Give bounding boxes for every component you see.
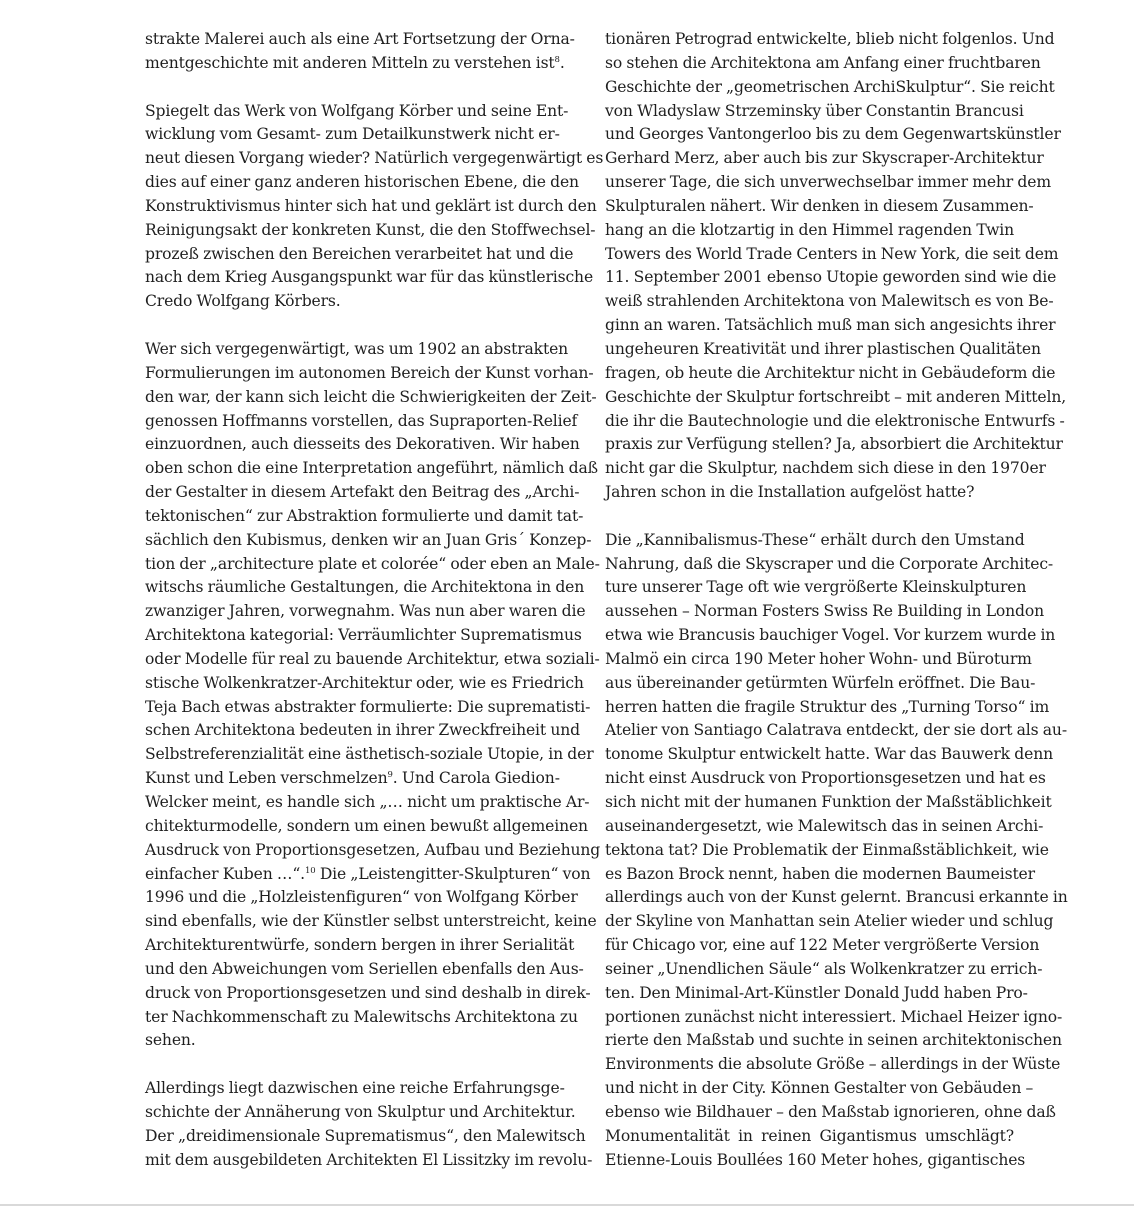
footnote-marker: 9: [387, 770, 393, 781]
text-fragment: . Und Carola Giedion-: [392, 769, 560, 788]
text-line: es Bazon Brock nennt, haben die modernen Baumeister: [605, 864, 1035, 883]
text-line: herren hatten die fragile Struktur des „Turning Torso“ im: [605, 697, 1050, 716]
text-line: Formulierungen im autonomen Bereich der Kunst vorhan-: [145, 363, 594, 382]
text-fragment: .: [559, 53, 565, 72]
text-line: auseinandergesetzt, wie Malewitsch das in seinen Archi-: [605, 816, 1044, 835]
text-line: prozeß zwischen den Bereichen verarbeitet hat und die: [145, 244, 574, 263]
text-line: Etienne-Louis Boullées 160 Meter hohes, gigantisches: [605, 1150, 1026, 1169]
text-line: Malmö ein circa 190 Meter hoher Wohn- und Büroturm: [605, 649, 1032, 668]
text-line: Geschichte der Skulptur fortschreibt – mit anderen Mitteln,: [605, 387, 1067, 406]
text-line: Environments die absolute Größe – allerdings in der Wüste: [605, 1055, 1061, 1074]
text-line: die ihr die Bautechnologie und die elektronische Entwurfs -: [605, 411, 1065, 430]
text-line: aus übereinander getürmten Würfeln eröffnet. Die Bau-: [605, 673, 1036, 692]
text-line: aussehen – Norman Fosters Swiss Re Building in London: [605, 602, 1045, 621]
text-line: 1996 und die „Holzleistenfiguren“ von Wolfgang Körber: [145, 888, 578, 907]
text-line: Atelier von Santiago Calatrava entdeckt, der sie dort als au-: [605, 721, 1067, 740]
text-line: ter Nachkommenschaft zu Malewitschs Architektona zu: [145, 1007, 578, 1026]
text-line: schen Architektona bedeuten in ihrer Zweckfreiheit und: [145, 721, 580, 740]
text-line: Teja Bach etwas abstrakter formulierte: Die suprematisti-: [145, 697, 591, 716]
text-line: Wer sich vergegenwärtigt, was um 1902 an abstrakten: [145, 339, 569, 358]
footnote-marker: 10: [304, 865, 316, 876]
text-line: Monumentalität in reinen Gigantismus umschlägt?: [605, 1126, 1014, 1145]
text-line: wicklung vom Gesamt- zum Detailkunstwerk nicht er-: [145, 125, 560, 144]
text-line: neut diesen Vorgang wieder? Natürlich vergegenwärtigt es: [145, 149, 604, 168]
text-fragment: mentgeschichte mit anderen Mitteln zu verstehen ist: [145, 53, 555, 72]
text-line: Spiegelt das Werk von Wolfgang Körber und seine Ent-: [145, 101, 569, 120]
text-line: Jahren schon in die Installation aufgelöst hatte?: [605, 483, 975, 502]
text-line: strakte Malerei auch als eine Art Fortsetzung der Orna-: [145, 30, 575, 48]
paragraph: [605, 529, 1068, 1173]
text-line: weiß strahlenden Architektona von Malewitsch es von Be-: [605, 292, 1054, 311]
text-line: sich nicht mit der humanen Funktion der Maßstäblichkeit: [605, 793, 1052, 811]
text-line: der Skyline von Manhattan sein Atelier wieder und schlug: [605, 912, 1054, 931]
text-line: Architektona kategorial: Verräumlichter Suprematismus: [145, 626, 582, 645]
text-line: so stehen die Architektona am Anfang einer fruchtbaren: [605, 53, 1041, 72]
text-line: seiner „Unendlichen Säule“ als Wolkenkratzer zu errich-: [605, 959, 1043, 978]
text-line: mit dem ausgebildeten Architekten El Lissitzky im revolu-: [145, 1150, 593, 1169]
text-line: von Wladyslaw Strzeminsky über Constantin Brancusi: [605, 101, 1024, 120]
text-line: Gerhard Merz, aber auch bis zur Skyscraper-Architektur: [605, 149, 1044, 168]
paragraph: [145, 1077, 593, 1172]
text-line: Credo Wolfgang Körbers.: [145, 292, 341, 311]
text-line: ginn an waren. Tatsächlich muß man sich angesichts ihrer: [605, 316, 1056, 335]
text-line: und nicht in der City. Können Gestalter von Gebäuden –: [605, 1079, 1034, 1098]
paragraph: [145, 100, 604, 315]
text-line: ture unserer Tage oft wie vergrößerte Kleinskulpturen: [605, 578, 1027, 597]
text-line: Selbstreferenzialität eine ästhetisch-soziale Utopie, in der: [145, 745, 594, 764]
text-line: Die „Kannibalismus-These“ erhält durch den Umstand: [605, 530, 1025, 549]
text-line: genossen Hoffmanns vorstellen, das Supraporten-Relief: [145, 411, 578, 430]
text-line: ten. Den Minimal-Art-Künstler Donald Judd haben Pro-: [605, 983, 1028, 1002]
text-line: Reinigungsakt der konkreten Kunst, die den Stoffwechsel-: [145, 220, 596, 239]
text-line: [145, 863, 591, 887]
text-line: den war, der kann sich leicht die Schwierigkeiten der Zeit-: [145, 387, 597, 406]
text-line: oben schon die eine Interpretation angeführt, nämlich daß: [145, 459, 598, 478]
text-line: sind ebenfalls, wie der Künstler selbst unterstreicht, keine: [145, 912, 597, 931]
text-line: nicht gar die Skulptur, nachdem sich diese in den 1970er: [605, 459, 1046, 478]
text-line: und Georges Vantongerloo bis zu dem Gegenwartskünstler: [605, 125, 1061, 144]
paragraph: [145, 338, 601, 1053]
text-line: hang an die klotzartig in den Himmel ragenden Twin: [605, 220, 1014, 239]
text-fragment: Die „Leistengitter-Skulpturen“ von: [315, 864, 591, 883]
text-line: Der „dreidimensionale Suprematismus“, den Malewitsch: [145, 1126, 586, 1145]
text-line: Welcker meint, es handle sich „… nicht um praktische Ar-: [145, 793, 590, 811]
right-text-column: [605, 28, 1068, 1173]
text-line: nicht einst Ausdruck von Proportionsgesetzen und hat es: [605, 769, 1046, 788]
text-line: Ausdruck von Proportionsgesetzen, Aufbau und Beziehung: [145, 840, 601, 859]
left-text-column: [145, 28, 604, 1173]
text-line: rierte den Maßstab und suchte in seinen architektonischen: [605, 1031, 1062, 1050]
text-line: Konstruktivismus hinter sich hat und geklärt ist durch den: [145, 196, 597, 215]
text-line: Nahrung, daß die Skyscraper und die Corporate Architec-: [605, 554, 1054, 573]
text-line: dies auf einer ganz anderen historischen Ebene, die den: [145, 173, 579, 192]
text-line: druck von Proportionsgesetzen und sind deshalb in direk-: [145, 983, 591, 1002]
text-line: ebenso wie Bildhauer – den Maßstab ignorieren, ohne daß: [605, 1102, 1056, 1121]
text-line: chitekturmodelle, sondern um einen bewußt allgemeinen: [145, 816, 588, 835]
text-line: portionen zunächst nicht interessiert. Michael Heizer igno-: [605, 1007, 1063, 1026]
text-line: [145, 52, 565, 76]
text-line: oder Modelle für real zu bauende Architektur, etwa soziali-: [145, 649, 600, 668]
text-line: tektona tat? Die Problematik der Einmaßstäblichkeit, wie: [605, 840, 1049, 859]
text-line: für Chicago vor, eine auf 122 Meter vergrößerte Version: [605, 936, 1040, 955]
text-line: witschs räumliche Gestaltungen, die Architektona in den: [145, 578, 585, 597]
text-line: tonome Skulptur entwickelt hatte. War das Bauwerk denn: [605, 745, 1053, 764]
text-line: etwa wie Brancusis bauchiger Vogel. Vor kurzem wurde in: [605, 626, 1056, 645]
text-line: [145, 767, 560, 791]
text-line: zwanziger Jahren, vorwegnahm. Was nun aber waren die: [145, 602, 586, 621]
text-line: Allerdings liegt dazwischen eine reiche Erfahrungsge-: [145, 1079, 565, 1098]
text-line: Towers des World Trade Centers in New York, die seit dem: [605, 244, 1059, 263]
text-line: 11. September 2001 ebenso Utopie geworden sind wie die: [605, 268, 1057, 287]
text-line: Architekturentwürfe, sondern bergen in ihrer Serialität: [145, 936, 575, 955]
text-line: sehen.: [145, 1031, 196, 1050]
text-line: einzuordnen, auch diesseits des Dekorativen. Wir haben: [145, 435, 580, 454]
paragraph: [145, 28, 575, 76]
text-line: der Gestalter in diesem Artefakt den Beitrag des „Archi-: [145, 483, 580, 502]
text-line: und den Abweichungen vom Seriellen ebenfalls den Aus-: [145, 959, 584, 978]
paragraph: [605, 28, 1067, 505]
text-line: nach dem Krieg Ausgangspunkt war für das künstlerische: [145, 268, 594, 287]
text-line: tionären Petrograd entwickelte, blieb nicht folgenlos. Und: [605, 30, 1055, 48]
text-line: fragen, ob heute die Architektur nicht in Gebäudeform die: [605, 363, 1056, 382]
text-line: stische Wolkenkratzer-Architektur oder, wie es Friedrich: [145, 673, 584, 692]
text-fragment: einfacher Kuben …“.: [145, 864, 305, 883]
text-line: allerdings auch von der Kunst gelernt. Brancusi erkannte in: [605, 888, 1068, 907]
text-line: sächlich den Kubismus, denken wir an Juan Gris´ Konzep-: [145, 530, 592, 549]
text-line: Geschichte der „geometrischen ArchiSkulptur“. Sie reicht: [605, 77, 1055, 96]
text-line: ungeheuren Kreativität und ihrer plastischen Qualitäten: [605, 339, 1041, 358]
text-line: tion der „architecture plate et colorée“ oder eben an Male-: [145, 554, 600, 573]
text-line: praxis zur Verfügung stellen? Ja, absorbiert die Architektur: [605, 435, 1063, 454]
text-line: tektonischen“ zur Abstraktion formulierte und damit tat-: [145, 506, 584, 525]
text-line: Skulpturalen nähert. Wir denken in diesem Zusammen-: [605, 196, 1034, 215]
text-line: unserer Tage, die sich unverwechselbar immer mehr dem: [605, 173, 1051, 192]
text-line: schichte der Annäherung von Skulptur und Architektur.: [145, 1102, 576, 1121]
text-fragment: Kunst und Leben verschmelzen: [145, 769, 388, 788]
footnote-marker: 8: [554, 54, 560, 65]
